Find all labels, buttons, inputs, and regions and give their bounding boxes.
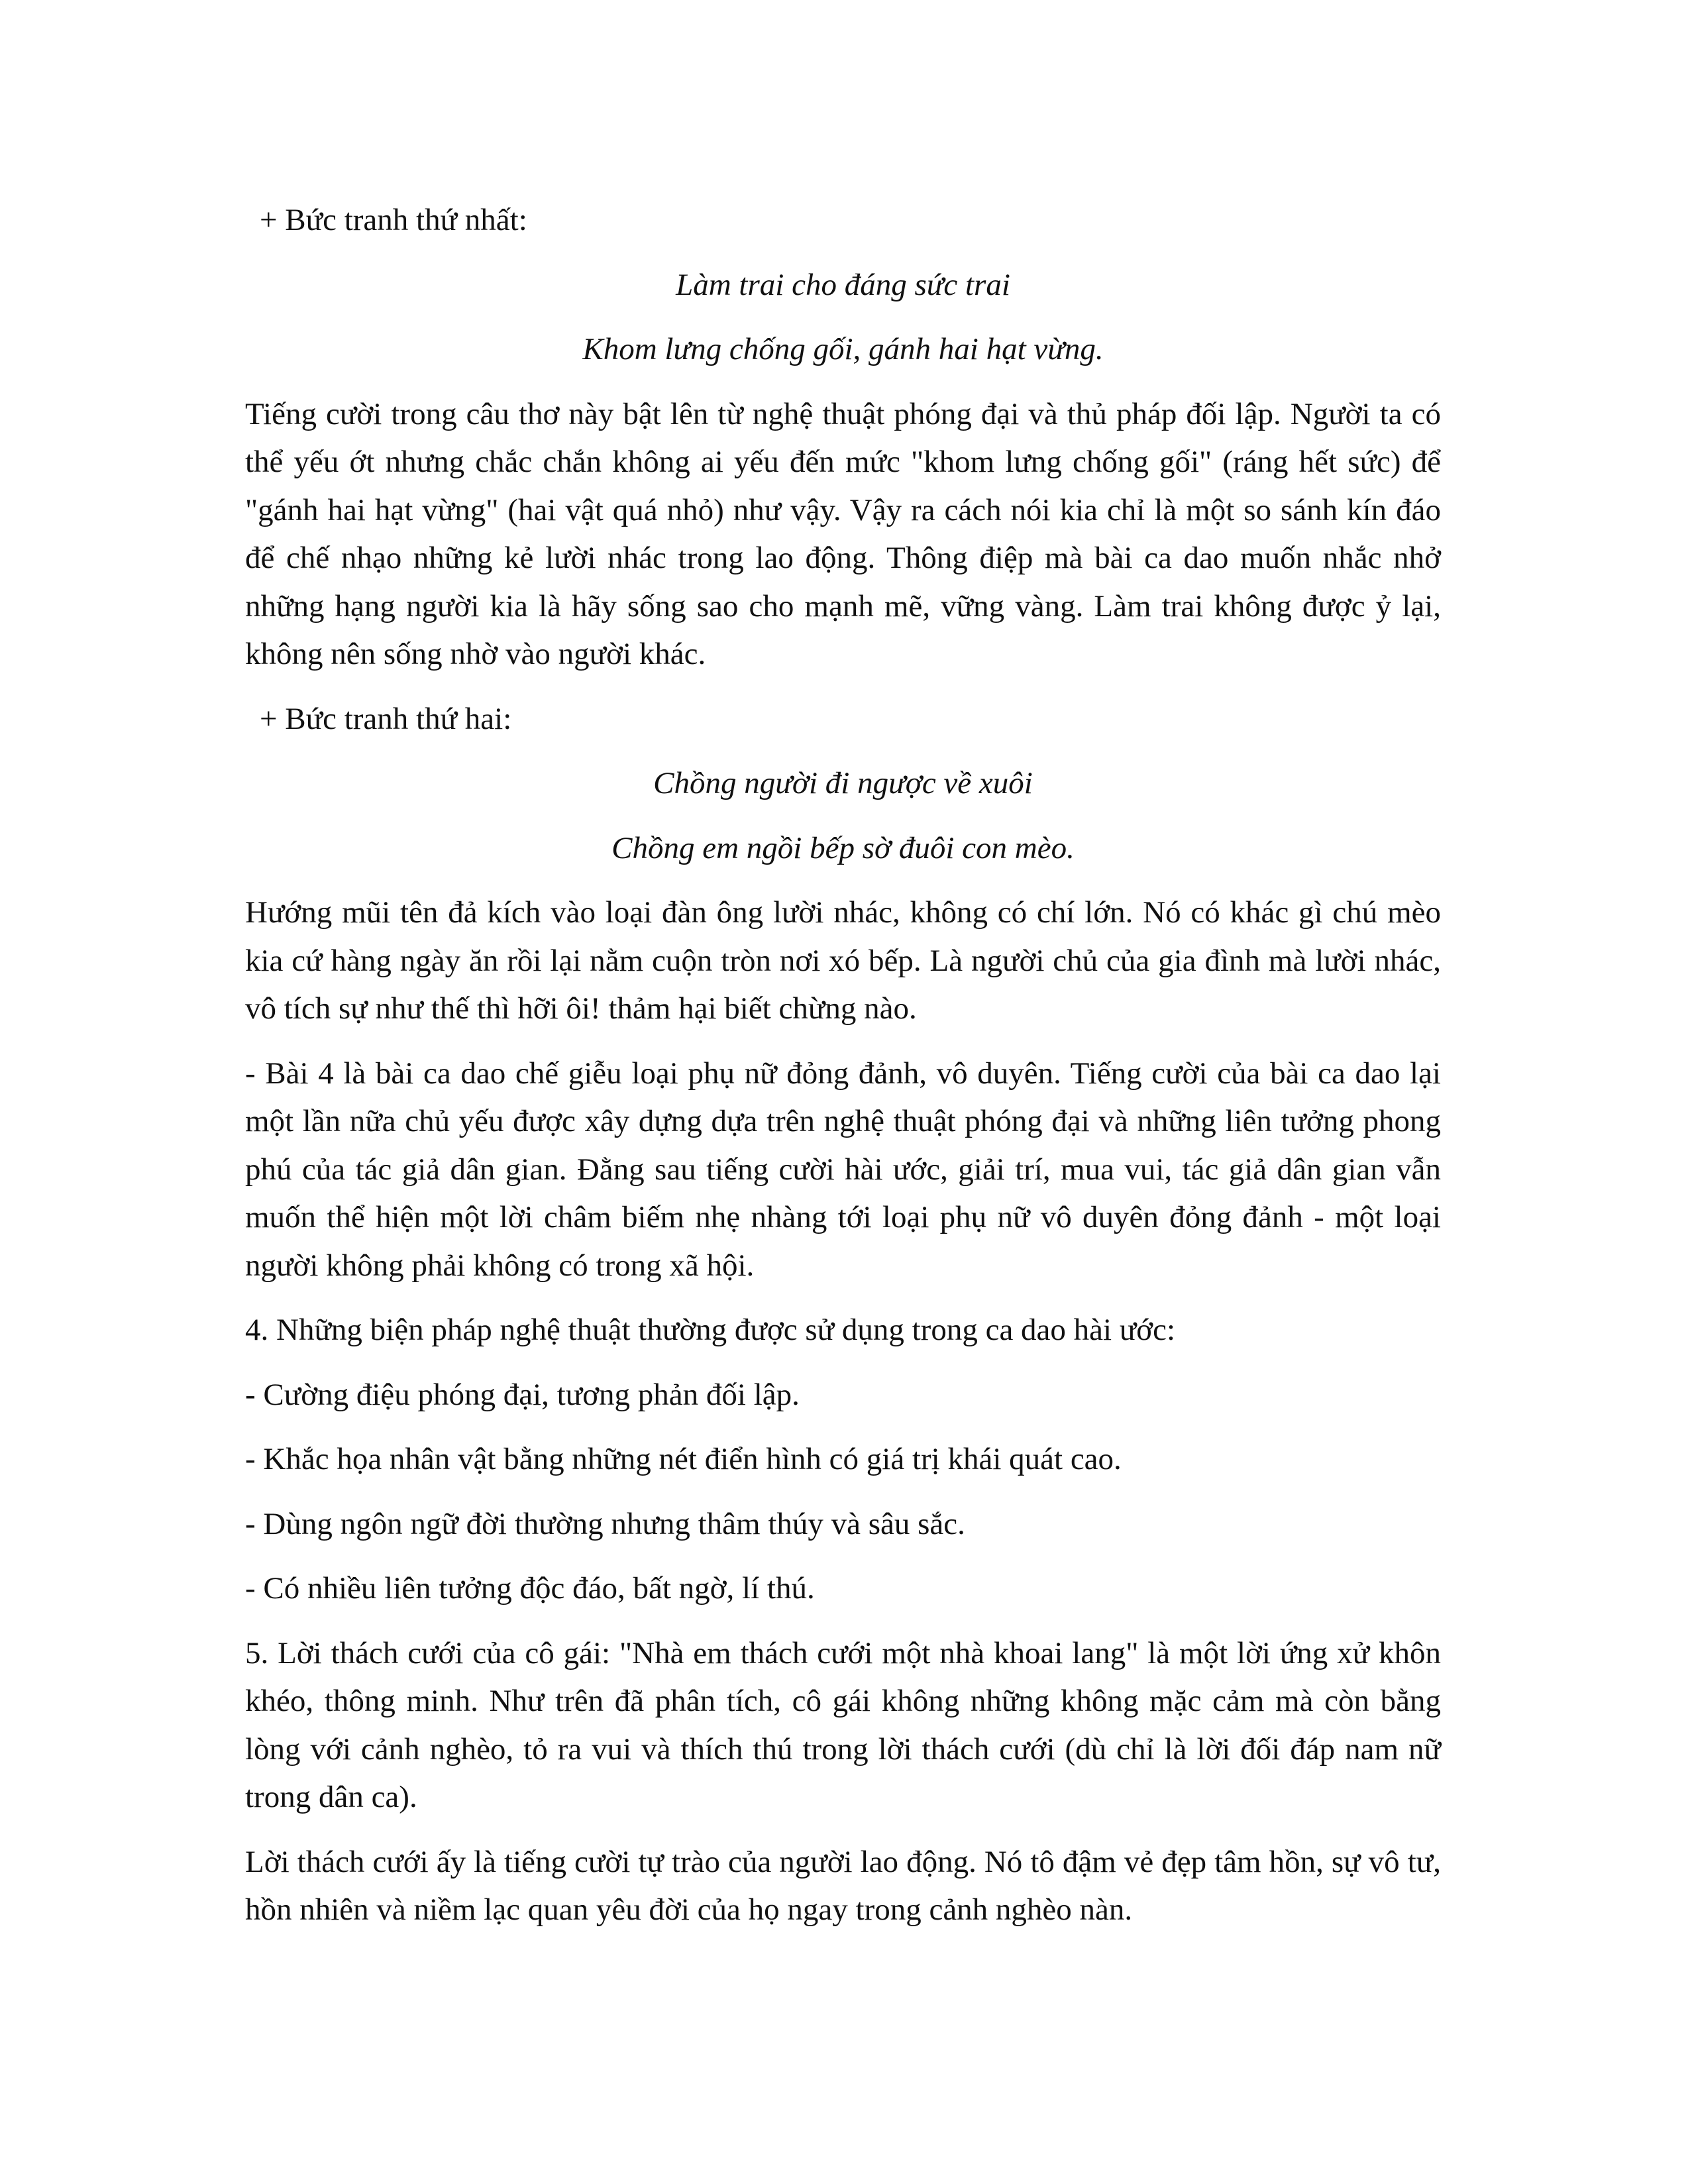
paragraph-analysis-2: Hướng mũi tên đả kích vào loại đàn ông lười nhác, không có chí lớn. Nó có khác gì chú mèo kia cứ hàng ngày ăn rồi lại nằm cuộn tròn nơi xó bếp. Là người chủ của gia đình mà lười nhác, vô tích sự như thế thì hỡi ôi! thảm hại biết chừng nào.: [245, 895, 1441, 1026]
paragraph-analysis-1: Tiếng cười trong câu thơ này bật lên từ nghệ thuật phóng đại và thủ pháp đối lập. Người ta có thể yếu ớt nhưng chắc chắn không ai yếu đến mức "khom lưng chống gối" (ráng hết sức) để "gánh hai hạt vừng" (hai vật quá nhỏ) như vậy. Vậy ra cách nói kia chỉ là một so sánh kín đáo để chế nhạo những kẻ lười nhác trong lao động. Thông điệp mà bài ca dao muốn nhắc nhở những hạng người kia là hãy sống sao cho mạnh mẽ, vững vàng. Làm trai không được ỷ lại, không nên sống nhờ vào người khác.: [245, 396, 1441, 671]
paragraph-section-4: 4. Những biện pháp nghệ thuật thường được sử dụng trong ca dao hài ước:: [245, 1313, 1176, 1347]
paragraph-bai-4: - Bài 4 là bài ca dao chế giễu loại phụ nữ đỏng đảnh, vô duyên. Tiếng cười của bài ca dao lại một lần nữa chủ yếu được xây dựng dựa trên nghệ thuật phóng đại và những liên tưởng phong phú của tác giả dân gian. Đằng sau tiếng cười hài ước, giải trí, mua vui, tác giả dân gian vẫn muốn thể hiện một lời châm biếm nhẹ nhàng tới loại phụ nữ vô duyên đỏng đảnh - một loại người không phải không có trong xã hội.: [245, 1056, 1441, 1283]
heading-second-picture: + Bức tranh thứ hai:: [260, 701, 512, 736]
paragraph-section-5: 5. Lời thách cưới của cô gái: "Nhà em thách cưới một nhà khoai lang" là một lời ứng xử khôn khéo, thông minh. Như trên đã phân tích, cô gái không những không mặc cảm mà còn bằng lòng với cảnh nghèo, tỏ ra vui và thích thú trong lời thách cưới (dù chỉ là lời đối đáp nam nữ trong dân ca).: [245, 1635, 1441, 1814]
list-item-2: - Khắc họa nhân vật bằng những nét điển hình có giá trị khái quát cao.: [245, 1442, 1122, 1476]
list-item-1: - Cường điệu phóng đại, tương phản đối lập.: [245, 1377, 800, 1412]
paragraph-conclusion: Lời thách cưới ấy là tiếng cười tự trào của người lao động. Nó tô đậm vẻ đẹp tâm hồn, sự vô tư, hồn nhiên và niềm lạc quan yêu đời của họ ngay trong cảnh nghèo nàn.: [245, 1844, 1441, 1927]
verse-line-1: Làm trai cho đáng sức trai: [676, 267, 1010, 302]
verse-line-2: Khom lưng chống gối, gánh hai hạt vừng.: [582, 332, 1104, 366]
list-item-3: - Dùng ngôn ngữ đời thường nhưng thâm thúy và sâu sắc.: [245, 1506, 965, 1541]
list-item-4: - Có nhiều liên tưởng độc đáo, bất ngờ, lí thú.: [245, 1571, 815, 1606]
document-page: [245, 196, 1441, 1951]
verse-line-4: Chồng em ngồi bếp sờ đuôi con mèo.: [611, 830, 1075, 865]
verse-line-3: Chồng người đi ngược về xuôi: [653, 766, 1033, 800]
heading-first-picture: + Bức tranh thứ nhất:: [260, 203, 527, 237]
